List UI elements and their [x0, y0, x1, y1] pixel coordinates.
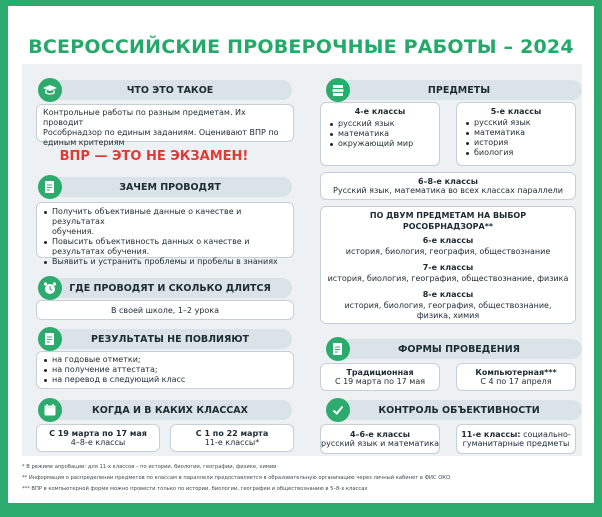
subjects-g5-box — [456, 102, 576, 166]
calendar-icon — [38, 398, 62, 422]
results-box — [36, 351, 294, 389]
choice-g8-text-1: история, биология, география, обществознание, — [344, 300, 552, 310]
forms-comp-title: Компьютерная*** — [475, 368, 557, 377]
results-item: на перевод в следующий класс — [43, 375, 287, 385]
what-box — [36, 104, 294, 147]
when-left-box — [36, 424, 160, 452]
when-left-grades: 4–8-е классы — [70, 438, 126, 447]
control-right-box — [456, 424, 576, 454]
poster-title: ВСЕРОССИЙСКИЕ ПРОВЕРОЧНЫЕ РАБОТЫ – 2024 — [28, 36, 574, 58]
what-line-1: Контрольные работы по разным предметам. Их проводит — [43, 108, 246, 127]
control-right-text-2: гуманитарные предметы — [462, 439, 570, 448]
subject-item: математика — [465, 128, 567, 138]
choice-g6-text: история, биология, география, обществознание — [345, 246, 551, 256]
results-heading: РЕЗУЛЬТАТЫ НЕ ПОВЛИЯЮТ — [48, 329, 292, 349]
document-edit-icon — [38, 327, 62, 351]
graduation-cap-icon — [38, 78, 62, 102]
why-item: Выявить и устранить проблемы и пробелы в знаниях — [43, 257, 287, 267]
checkmark-icon — [326, 398, 350, 422]
footnote: ** Информация о распределении предметов по классам в параллели предоставляется в образовательную организацию через личный кабинет в ФИС ОКО — [22, 475, 451, 481]
subject-item: биология — [465, 148, 567, 158]
subject-item: математика — [329, 129, 431, 139]
g68-text: Русский язык, математика во всех классах параллели — [333, 186, 563, 195]
footnote: *** ВПР в компьютерной форме можно провести только по истории, биологии, географии и обществознанию в 5–8-х классах — [22, 486, 368, 492]
what-line-3: единым критериям — [43, 138, 125, 147]
control-left-box — [320, 424, 440, 454]
results-item: на годовые отметки; — [43, 355, 287, 365]
choice-title: ПО ДВУМ ПРЕДМЕТАМ НА ВЫБОР РОСОБРНАДЗОРА** — [369, 211, 527, 231]
when-left-date: С 19 марта по 17 мая — [49, 429, 147, 438]
when-heading: КОГДА И В КАКИХ КЛАССАХ — [48, 400, 292, 420]
not-exam-banner: ВПР — ЭТО НЕ ЭКЗАМЕН! — [59, 149, 249, 164]
subjects-g68-box — [320, 172, 576, 200]
forms-trad-box — [320, 363, 440, 391]
where-heading: ГДЕ ПРОВОДЯТ И СКОЛЬКО ДЛИТСЯ — [48, 278, 292, 298]
poster-frame — [8, 6, 594, 511]
forms-trad-title: Традиционная — [346, 368, 414, 377]
what-line-2: Рособрнадзор по единым заданиям. Оценивают ВПР по — [43, 128, 279, 137]
when-right-box — [170, 424, 294, 452]
document-edit-icon — [38, 175, 62, 199]
choice-g7-title: 7-е классы — [422, 263, 474, 272]
bottom-accent-bar — [8, 503, 594, 511]
document-edit-icon — [326, 337, 350, 361]
g5-title: 5-е классы — [490, 107, 542, 116]
results-item: на получение аттестата; — [43, 365, 287, 375]
choice-g6-title: 6-е классы — [422, 236, 474, 245]
forms-comp-box — [456, 363, 576, 391]
choice-g8-text-2: физика, химия — [416, 311, 480, 320]
forms-heading: ФОРМЫ ПРОВЕДЕНИЯ — [336, 339, 582, 359]
subjects-choice-box — [320, 206, 576, 324]
why-item: Повысить объективность данных о качестве и результатах обучения. — [43, 237, 287, 257]
subjects-g4-box — [320, 102, 440, 166]
books-icon — [326, 78, 350, 102]
why-item: Получить объективные данные о качестве и результатах обучения. — [43, 207, 287, 237]
choice-g8-title: 8-е классы — [422, 290, 474, 299]
where-text: В своей школе, 1–2 урока — [110, 305, 220, 315]
g4-title: 4-е классы — [354, 107, 406, 116]
subjects-heading: ПРЕДМЕТЫ — [336, 80, 582, 100]
alarm-clock-icon — [38, 276, 62, 300]
footnote: * В режиме апробации: для 11-х классов – по истории, биологии, географии, физике, химии — [22, 464, 277, 470]
where-box — [36, 300, 294, 320]
choice-g7-text: история, биология, география, обществознание, физика — [327, 273, 569, 283]
when-right-grades: 11-е классы* — [204, 438, 260, 447]
forms-comp-date: С 4 по 17 апреля — [480, 377, 552, 386]
control-left-text: русский язык и математика — [321, 439, 439, 448]
why-heading: ЗАЧЕМ ПРОВОДЯТ — [48, 177, 292, 197]
subject-item: окружающий мир — [329, 139, 431, 149]
control-right-text-1: социально- — [523, 430, 571, 439]
g68-title: 6–8-е классы — [417, 177, 479, 186]
forms-trad-date: С 19 марта по 17 мая — [334, 377, 426, 386]
control-right-title: 11-е классы: — [461, 430, 521, 439]
control-heading: КОНТРОЛЬ ОБЪЕКТИВНОСТИ — [336, 400, 582, 420]
control-left-title: 4–6-е классы — [349, 430, 411, 439]
subject-item: русский язык — [465, 118, 567, 128]
what-heading: ЧТО ЭТО ТАКОЕ — [48, 80, 292, 100]
when-right-date: С 1 по 22 марта — [195, 429, 269, 438]
subject-item: история — [465, 138, 567, 148]
subject-item: русский язык — [329, 119, 431, 129]
footnotes — [22, 462, 582, 495]
why-box — [36, 202, 294, 266]
